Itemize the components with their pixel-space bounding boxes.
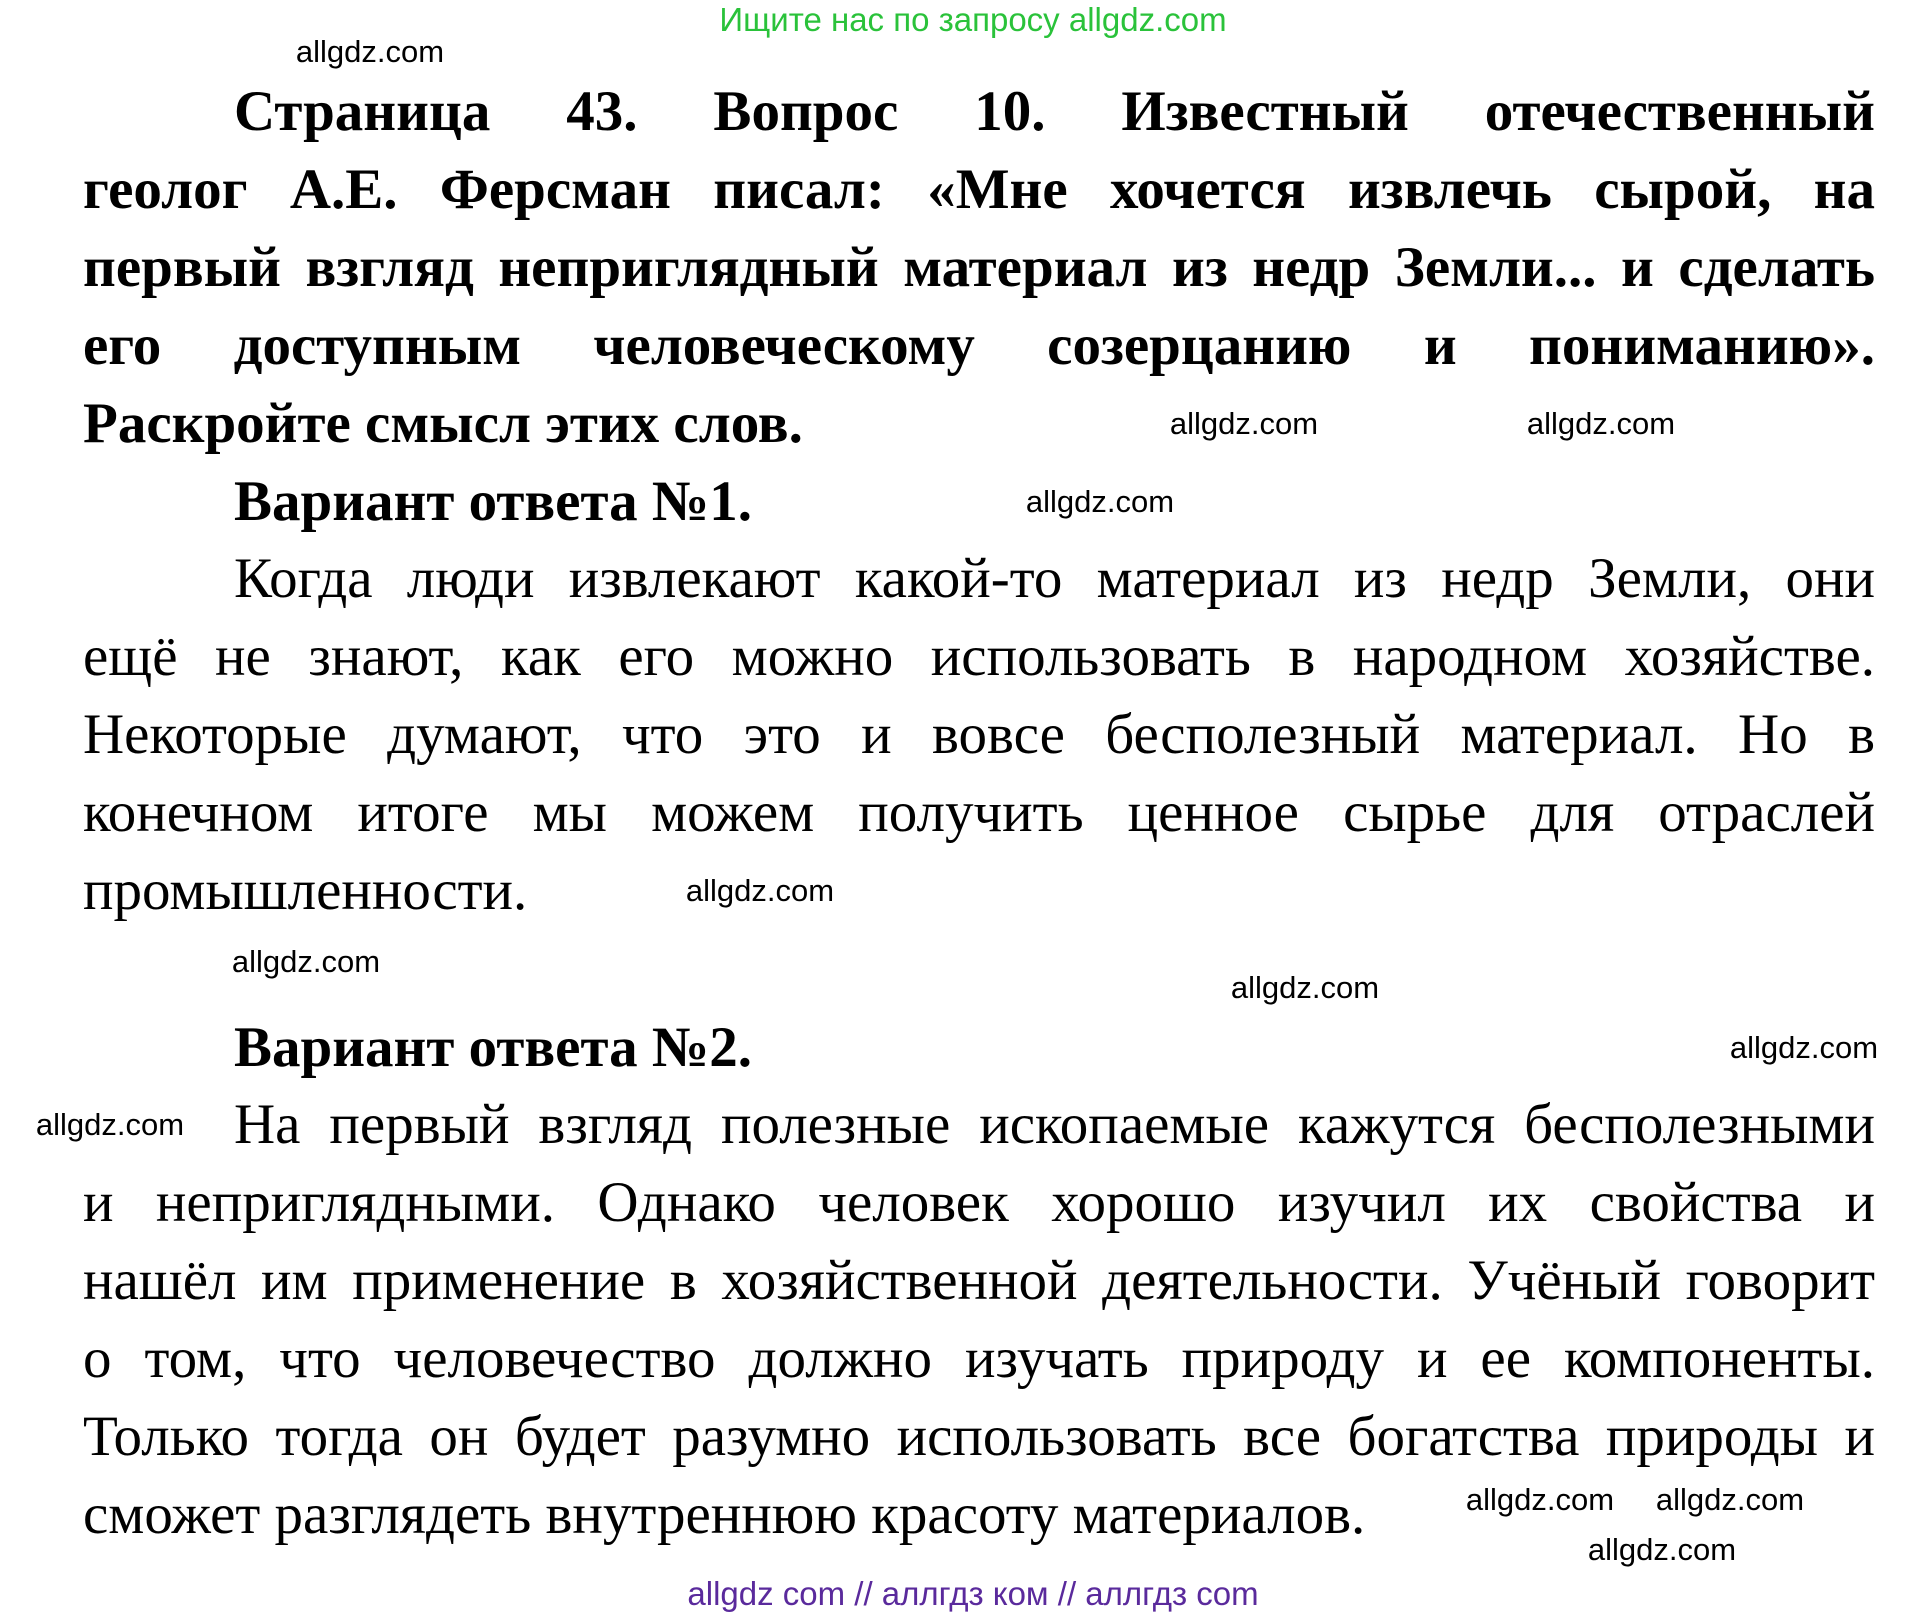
answer-line: Некоторые думают, что это и вовсе бесполезный материал. Но в (83, 703, 1875, 766)
header-banner: Ищите нас по запросу allgdz.com (719, 1, 1227, 38)
watermark: allgdz.com (1526, 406, 1676, 441)
watermark: allgdz.com (1655, 1482, 1805, 1517)
watermark: allgdz.com (1025, 484, 1175, 519)
answer-line: На первый взгляд полезные ископаемые кажутся бесполезными (234, 1093, 1875, 1156)
footer-banner: allgdz com // аллгдз ком // аллгдз com (687, 1575, 1259, 1612)
answer-1-title: Вариант ответа №1. (234, 470, 752, 533)
answer-line: и неприглядными. Однако человек хорошо изучил их свойства и (83, 1171, 1875, 1234)
question-line: первый взгляд неприглядный материал из недр Земли... и сделать (83, 236, 1875, 299)
answer-line: Только тогда он будет разумно использовать все богатства природы и (83, 1405, 1875, 1468)
question-line: геолог А.Е. Ферсман писал: «Мне хочется извлечь сырой, на (83, 158, 1875, 221)
watermark: allgdz.com (231, 944, 381, 979)
watermark: allgdz.com (685, 873, 835, 908)
question-line: его доступным человеческому созерцанию и пониманию». (83, 314, 1875, 377)
question-text (83, 73, 1875, 463)
watermark: allgdz.com (1169, 406, 1319, 441)
answer-line: Когда люди извлекают какой-то материал из недр Земли, они (234, 547, 1875, 610)
answer-line: конечном итоге мы можем получить ценное сырье для отраслей (83, 781, 1875, 844)
answer-line: нашёл им применение в хозяйственной деятельности. Учёный говорит (83, 1249, 1875, 1312)
watermark: allgdz.com (1230, 970, 1380, 1005)
answer-1-text (83, 540, 1875, 930)
watermark: allgdz.com (1465, 1482, 1615, 1517)
watermark: allgdz.com (295, 34, 445, 69)
watermark: allgdz.com (1729, 1030, 1879, 1065)
answer-line: промышленности. (83, 859, 528, 922)
watermark: allgdz.com (1587, 1532, 1737, 1567)
answer-line: ещё не знают, как его можно использовать в народном хозяйстве. (83, 625, 1875, 688)
question-line: Страница 43. Вопрос 10. Известный отечественный (234, 80, 1875, 143)
watermark: allgdz.com (35, 1107, 185, 1142)
answer-2-title: Вариант ответа №2. (234, 1016, 752, 1079)
answer-line: о том, что человечество должно изучать природу и ее компоненты. (83, 1327, 1875, 1390)
question-line: Раскройте смысл этих слов. (83, 392, 803, 455)
answer-line: сможет разглядеть внутреннюю красоту материалов. (83, 1483, 1366, 1546)
